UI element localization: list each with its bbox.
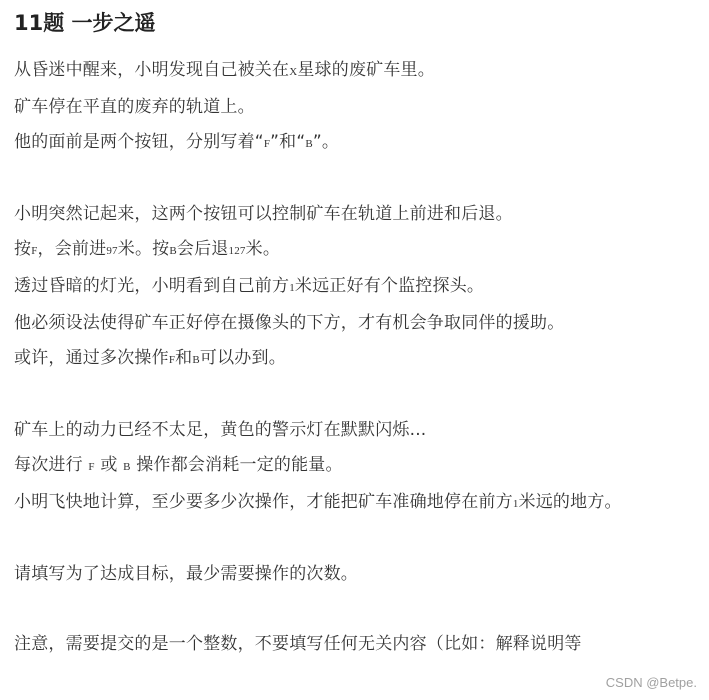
problem-title: 11题 一步之遥	[14, 11, 156, 35]
inline-symbol: X	[289, 66, 298, 78]
inline-symbol: B	[192, 354, 200, 366]
text-segment: ”。	[312, 132, 340, 152]
text-line	[14, 125, 693, 162]
inline-symbol: 1	[512, 498, 519, 510]
text-segment: 和	[175, 348, 193, 368]
paragraph	[14, 413, 693, 522]
inline-symbol: F	[263, 138, 271, 150]
inline-symbol: 1	[289, 282, 295, 294]
text-segment: 或	[94, 455, 124, 475]
text-segment: 小明突然记起来，这两个按钮可以控制矿车在轨道上前进和后退。	[14, 204, 513, 224]
text-line	[14, 306, 693, 341]
text-segment: 米。按	[117, 239, 170, 259]
inline-symbol: F	[168, 354, 176, 366]
text-segment: 或许，通过多次操作	[14, 348, 169, 368]
text-line	[14, 197, 693, 232]
text-line	[14, 485, 693, 522]
inline-symbol: F	[88, 461, 95, 473]
inline-symbol: F	[31, 245, 38, 257]
inline-symbol: B	[305, 138, 313, 150]
paragraph-gap	[14, 592, 693, 627]
inline-symbol: B	[123, 461, 131, 473]
text-segment: 会后退	[176, 239, 229, 259]
text-segment: 操作都会消耗一定的能量。	[130, 455, 343, 475]
text-segment: 矿车停在平直的废弃的轨道上。	[14, 97, 255, 117]
inline-symbol: 127	[228, 245, 246, 257]
text-line	[14, 90, 693, 125]
text-segment: 可以办到。	[199, 348, 286, 368]
text-segment: 从昏迷中醒来，小明发现自己被关在	[14, 60, 290, 80]
paragraph	[14, 53, 693, 162]
text-segment: 他必须设法使得矿车正好停在摄像头的下方，才有机会争取同伴的援助。	[14, 313, 565, 333]
watermark: CSDN @Betpe.	[605, 675, 697, 690]
text-line	[14, 232, 693, 269]
text-segment: 星球的废矿车里。	[297, 60, 435, 80]
text-line	[14, 269, 693, 306]
text-segment: 小明飞快地计算，至少要多少次操作，才能把矿车准确地停在前方	[14, 492, 513, 512]
text-segment: 透过昏暗的灯光，小明看到自己前方	[14, 276, 290, 296]
paragraph-gap	[14, 378, 693, 413]
problem-content	[14, 53, 693, 662]
text-segment: 每次进行	[14, 455, 89, 475]
text-segment: ，会前进	[37, 239, 107, 259]
text-segment: 矿车上的动力已经不太足，黄色的警示灯在默默闪烁...	[14, 420, 427, 440]
text-segment: 注意，需要提交的是一个整数，不要填写任何无关内容（比如：解释说明等	[14, 634, 582, 654]
paragraph	[14, 197, 693, 378]
text-line	[14, 413, 693, 448]
text-segment: 米。	[245, 239, 281, 259]
inline-symbol: B	[169, 245, 177, 257]
text-segment: ”和“	[270, 132, 306, 152]
text-segment: 米远正好有个监控探头。	[294, 276, 485, 296]
text-segment: 按	[14, 239, 32, 259]
text-line	[14, 53, 693, 90]
text-segment: 米远的地方。	[518, 492, 622, 512]
paragraph	[14, 557, 693, 592]
text-segment: 请填写为了达成目标，最少需要操作的次数。	[14, 564, 358, 584]
paragraph-gap	[14, 522, 693, 557]
text-line	[14, 341, 693, 378]
text-line	[14, 557, 693, 592]
inline-symbol: 97	[106, 245, 118, 257]
paragraph	[14, 627, 693, 662]
text-line	[14, 448, 693, 485]
text-line	[14, 627, 693, 662]
text-segment: 他的面前是两个按钮，分别写着“	[14, 132, 264, 152]
paragraph-gap	[14, 162, 693, 197]
